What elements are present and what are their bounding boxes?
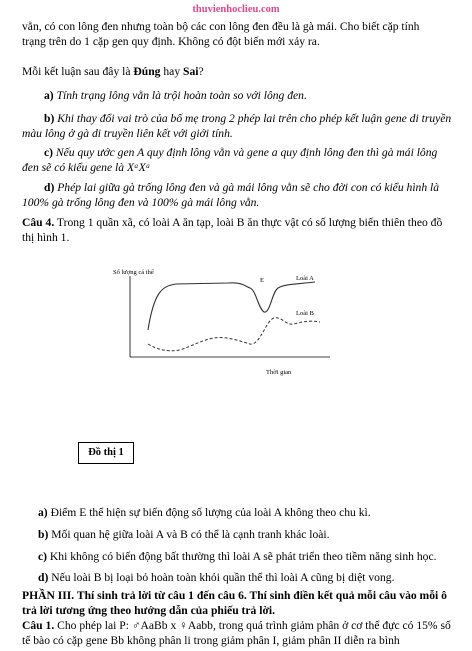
q3-item-a-label: a)	[44, 89, 54, 102]
q3-prompt-pre: Mỗi kết luận sau đây là	[22, 65, 134, 78]
q4-text: Trong 1 quần xã, có loài A ăn tạp, loài B ăn thực vật có số lượng biến thiên theo đồ thị hình 1.	[22, 216, 443, 244]
q3-prompt-end: ?	[198, 65, 204, 78]
q4-item-c-label: c)	[38, 550, 48, 563]
q4-item-a	[38, 505, 452, 520]
q3-item-d-text: Phép lai giữa gà trống lông đen và gà mái lông vằn sẽ cho đời con có kiểu hình là 100% gà trống lông đen và 100% gà mái lông vằn.	[22, 181, 440, 209]
population-chart	[110, 262, 340, 382]
intro-line-1: vằn, có con lông đen nhưng toàn bộ các con lông đen đều là gà mái. Cho biết cặp tính	[22, 20, 420, 33]
q3-prompt	[22, 64, 452, 79]
q4-item-c-text: Khi không có biến động bất thường thì loài A sẽ phát triển theo tiềm năng sinh học.	[47, 550, 437, 563]
intro-line-2: trạng trên do 1 cặp gen quy định. Không có đột biến mới xảy ra.	[22, 35, 320, 48]
q3-item-c-text: Nếu quy ước gen A quy định lông vằn và gene a quy định lông đen thì gà mái lông đen sẽ có kiểu gene là XᵃXᵃ	[22, 146, 438, 174]
q4-item-b-text: Mối quan hệ giữa loài A và B có thể là cạnh tranh khác loài.	[48, 528, 330, 541]
figure-caption: Đồ thị 1	[78, 442, 134, 464]
q3-item-d	[22, 180, 452, 210]
q3-prompt-false: Sai	[183, 65, 199, 78]
series-line-loai-b	[148, 318, 320, 351]
q3-item-d-label: d)	[44, 181, 55, 194]
q3-item-c-label: c)	[44, 146, 54, 159]
q3-item-b-label: b)	[44, 112, 55, 125]
q4-item-d-text: Nếu loài B bị loại bỏ hoàn toàn khỏi quần thể thì loài A cũng bị diệt vong.	[48, 571, 395, 584]
q4-item-b	[38, 527, 452, 542]
q3-prompt-true: Đúng	[133, 65, 161, 78]
annotation-e: E	[260, 277, 264, 284]
q3-item-b	[22, 111, 452, 141]
chart-xlabel: Thời gian	[266, 369, 292, 376]
q4-item-a-text: Điểm E thể hiện sự biến động số lượng của loài A không theo chu kì.	[47, 506, 371, 519]
q3-item-b-text: Khi thay đổi vai trò của bố mẹ trong 2 phép lai trên cho phép kết luận gene di truyền màu lông ở gà di truyền liên kết với giới tính.	[22, 112, 452, 140]
q4-item-d	[38, 570, 452, 585]
q4-item-a-label: a)	[38, 506, 48, 519]
q3-item-c	[22, 145, 452, 175]
part3-title	[22, 588, 452, 618]
q4-item-c	[38, 549, 452, 564]
p3q1-label: Câu 1.	[22, 619, 55, 632]
legend-loai-a: Loài A	[296, 275, 314, 282]
chart-ylabel: Số lượng cá thể	[113, 269, 154, 276]
q4-label: Câu 4.	[22, 216, 55, 229]
q4-stem	[22, 215, 452, 245]
p3q1-text: Cho phép lai P: ♂AaBb x ♀Aabb, trong quá trình giảm phân ở cơ thể đực có 15% số tế bào có cặp gene Bb không phân li trong giảm phân I, giảm phân II diễn ra bình	[22, 619, 451, 647]
q4-item-d-label: d)	[38, 571, 49, 584]
q3-prompt-mid: hay	[160, 65, 184, 78]
p3-q1	[22, 618, 452, 648]
part3-title-text: PHẦN III. Thí sinh trả lời từ câu 1 đến câu 6. Thí sinh điền kết quả mỗi câu vào mỗi ô trả lời tương ứng theo hướng dẫn của phiếu trả lời.	[22, 589, 447, 617]
legend-loai-b: Loài B	[296, 310, 314, 317]
q4-item-b-label: b)	[38, 528, 49, 541]
series-line-loai-a	[148, 282, 315, 330]
q3-item-a-text: Tính trạng lông vằn là trội hoàn toàn so với lông đen.	[53, 89, 307, 102]
watermark: thuvienhoclieu.com	[192, 4, 280, 15]
q3-item-a	[22, 88, 452, 103]
